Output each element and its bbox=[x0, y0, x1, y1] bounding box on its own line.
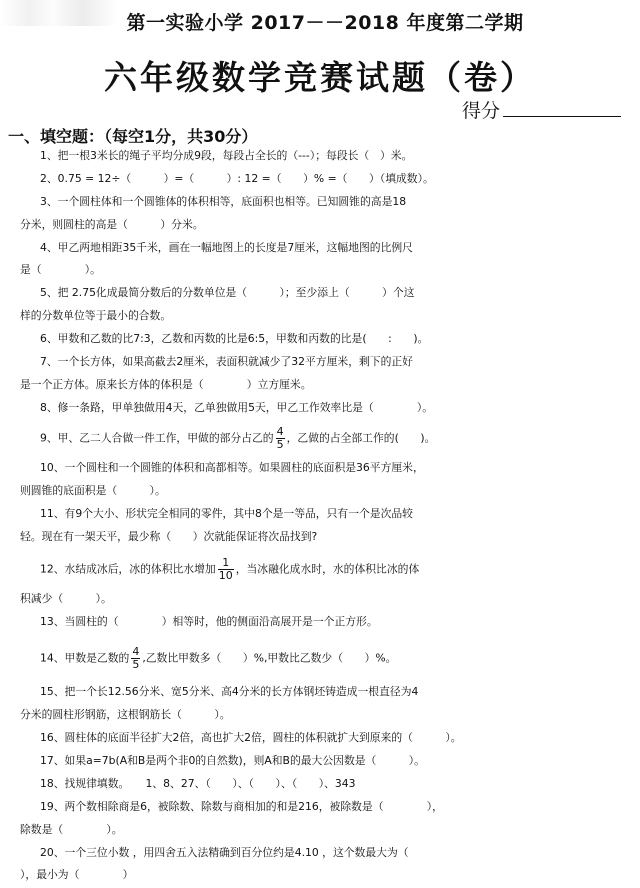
fraction-numerator: 1 bbox=[218, 557, 234, 570]
question-14-text-after: ,乙数比甲数多（ ）%,甲数比乙数少（ ）%。 bbox=[142, 651, 397, 665]
question-20-line-1: 20、一个三位小数 ，用四舍五入法精确到百分位约是4.10 ，这个数最大为（ bbox=[40, 846, 409, 859]
score-label: 得分 bbox=[462, 100, 501, 122]
question-3-line-1: 3、一个圆柱体和一个圆锥体的体积相等，底面积也相等。已知圆锥的高是18 bbox=[40, 195, 407, 208]
fraction-numerator: 4 bbox=[276, 425, 284, 438]
fraction-4-5 bbox=[131, 646, 140, 671]
question-14 bbox=[0, 646, 640, 671]
question-12-text-after: ，当冰融化成水时，水的体积比冰的体 bbox=[235, 562, 420, 576]
fraction-denominator: 5 bbox=[276, 438, 284, 451]
question-14-text-before: 14、甲数是乙数的 bbox=[40, 651, 130, 665]
section-heading: 一、填空题：（每空1分，共30分） bbox=[8, 127, 258, 146]
question-12-line-1 bbox=[0, 557, 640, 582]
question-16: 16、圆柱体的底面半径扩大2倍，高也扩大2倍，圆柱的体积就扩大到原来的（ ）。 bbox=[40, 731, 462, 744]
school-header: 第一实验小学 2017－－2018 年度第二学期 bbox=[126, 12, 524, 34]
question-5-line-1: 5、把 2.75化成最简分数后的分数单位是（ ）；至少添上（ ）个这 bbox=[40, 286, 415, 299]
question-1: 1、把一根3米长的绳子平均分成9段，每段占全长的（---）；每段长（ ）米。 bbox=[40, 149, 413, 162]
question-19-line-1: 19、两个数相除商是6，被除数、除数与商相加的和是216，被除数是（ ）， bbox=[40, 800, 443, 813]
question-12-text-before: 12、水结成冰后，冰的体积比水增加 bbox=[40, 562, 216, 576]
question-5-line-2: 样的分数单位等于最小的合数。 bbox=[20, 309, 172, 322]
fraction-denominator: 10 bbox=[218, 569, 233, 582]
exam-title: 六年级数学竞赛试题（卷） bbox=[104, 58, 536, 97]
question-13: 13、当圆柱的（ ）相等时，他的侧面沿高展开是一个正方形。 bbox=[40, 615, 378, 628]
question-11-line-1: 11、有9个大小、形状完全相同的零件，其中8个是一等品，只有一个是次品较 bbox=[40, 507, 413, 520]
question-8: 8、修一条路，甲单独做用4天，乙单独做用5天，甲乙工作效率比是（ ）。 bbox=[40, 401, 434, 414]
question-3-line-2: 分米，则圆柱的高是（ ）分米。 bbox=[20, 218, 204, 231]
question-4-line-2: 是（ ）。 bbox=[20, 263, 101, 276]
question-12-line-2: 积减少（ ）。 bbox=[20, 592, 112, 605]
question-7-line-2: 是一个正方体。原来长方体的体积是（ ）立方厘米。 bbox=[20, 378, 312, 391]
question-9-text-before: 9、甲、乙二人合做一件工作，甲做的部分占乙的 bbox=[40, 431, 274, 445]
question-10-line-2: 则圆锥的底面积是（ ）。 bbox=[20, 484, 166, 497]
question-7-line-1: 7、一个长方体，如果高截去2厘米，表面积就减少了32平方厘米，剩下的正好 bbox=[40, 355, 413, 368]
question-6: 6、甲数和乙数的比7:3，乙数和丙数的比是6:5，甲数和丙数的比是( : )。 bbox=[40, 332, 429, 345]
question-17: 17、如果a=7b(A和B是两个非0的自然数)，则A和B的最大公因数是（ ）。 bbox=[40, 754, 425, 767]
fraction-numerator: 4 bbox=[132, 645, 140, 658]
question-20-line-2: ），最小为（ ） bbox=[20, 868, 134, 881]
question-2: 2、0.75 = 12÷（ ）=（ ）: 12 =（ ）% =（ ）（填成数）。 bbox=[40, 172, 434, 185]
fraction-1-10 bbox=[218, 557, 234, 582]
fraction-4-5 bbox=[276, 426, 285, 451]
question-11-line-2: 轻。现在有一架天平，最少称（ ）次就能保证将次品找到? bbox=[20, 530, 318, 543]
question-4-line-1: 4、甲乙两地相距35千米，画在一幅地图上的长度是7厘米，这幅地图的比例尺 bbox=[40, 241, 413, 254]
question-18: 18、找规律填数。 1、8、27、（ ）、（ ）、（ ）、343 bbox=[40, 777, 356, 790]
question-19-line-2: 除数是（ ）。 bbox=[20, 823, 123, 836]
question-10-line-1: 10、一个圆柱和一个圆锥的体积和高都相等。如果圆柱的底面积是36平方厘米， bbox=[40, 461, 424, 474]
question-15-line-1: 15、把一个长12.56分米、宽5分米、高4分米的长方体钢坯铸造成一根直径为4 bbox=[40, 685, 419, 698]
question-9 bbox=[0, 426, 640, 451]
score-blank-line[interactable] bbox=[503, 116, 621, 117]
fraction-denominator: 5 bbox=[132, 658, 140, 671]
question-9-text-after: ，乙做的占全部工作的( )。 bbox=[286, 431, 436, 445]
question-15-line-2: 分米的圆柱形钢筋，这根钢筋长（ ）。 bbox=[20, 708, 231, 721]
